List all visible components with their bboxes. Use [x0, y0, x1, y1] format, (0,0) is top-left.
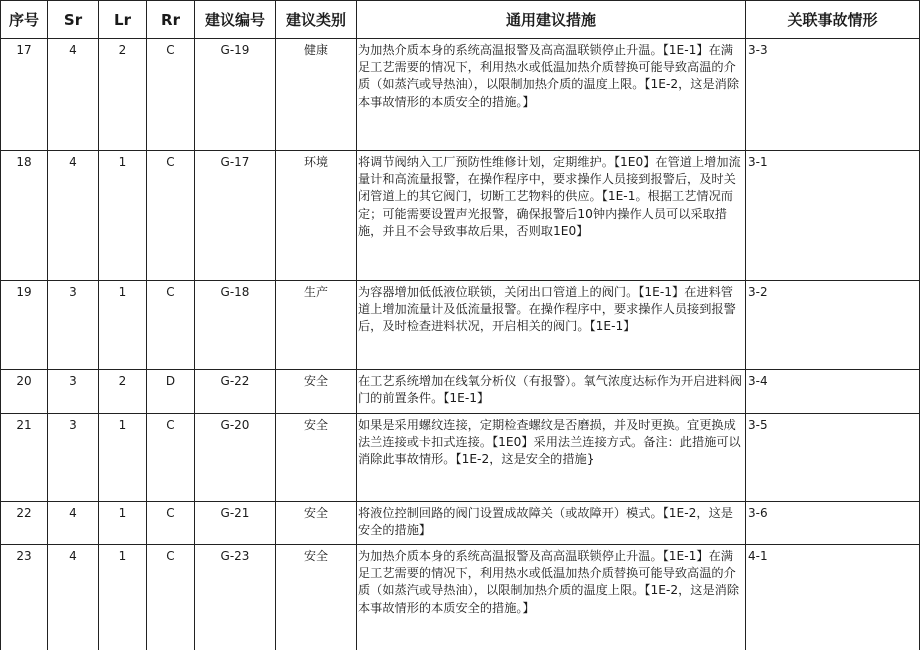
- header-measure: 通用建议措施: [357, 1, 746, 39]
- cell-scenario: 3-4: [746, 370, 920, 414]
- cell-no: 20: [1, 370, 48, 414]
- table-row: [1, 370, 920, 414]
- cell-measure: 将调节阀纳入工厂预防性维修计划，定期维护。【1E0】在管道上增加流量计和高流量报警，在操作程序中，要求操作人员接到报警后，及时关闭管道上的其它阀门，切断工艺物料的供应。【1E-1。根据工艺情况而定；可能需要设置声光报警，确保报警后10钟内操作人员可以采取措施，并且不会导致事故后果，否则取1E0】: [357, 151, 746, 281]
- cell-scenario: 3-6: [746, 502, 920, 545]
- cell-rr: D: [147, 370, 195, 414]
- cell-code: G-21: [195, 502, 276, 545]
- cell-lr: 1: [99, 414, 147, 502]
- cell-no: 21: [1, 414, 48, 502]
- cell-category: 安全: [276, 502, 357, 545]
- cell-code: G-17: [195, 151, 276, 281]
- cell-lr: 1: [99, 281, 147, 370]
- header-sr: Sr: [48, 1, 99, 39]
- cell-category: 安全: [276, 545, 357, 655]
- header-row: [1, 1, 920, 39]
- cell-no: 18: [1, 151, 48, 281]
- cell-category: 安全: [276, 414, 357, 502]
- cell-category: 健康: [276, 39, 357, 151]
- cell-rr: C: [147, 545, 195, 655]
- table-row: [1, 281, 920, 370]
- table-row: [1, 545, 920, 655]
- cell-category: 安全: [276, 370, 357, 414]
- cell-scenario: 3-5: [746, 414, 920, 502]
- cell-rr: C: [147, 502, 195, 545]
- cell-measure: 在工艺系统增加在线氧分析仪（有报警）。氧气浓度达标作为开启进料阀门的前置条件。【1E-1】: [357, 370, 746, 414]
- header-lr: Lr: [99, 1, 147, 39]
- cell-no: 22: [1, 502, 48, 545]
- cell-no: 23: [1, 545, 48, 655]
- cell-code: G-19: [195, 39, 276, 151]
- header-category: 建议类别: [276, 1, 357, 39]
- table-row: [1, 414, 920, 502]
- cell-scenario: 4-1: [746, 545, 920, 655]
- table-row: [1, 502, 920, 545]
- cell-measure: 为容器增加低低液位联锁，关闭出口管道上的阀门。【1E-1】在进料管道上增加流量计及低流量报警。在操作程序中，要求操作人员接到报警后，及时检查进料状况，开启相关的阀门。【1E-1】: [357, 281, 746, 370]
- cell-rr: C: [147, 414, 195, 502]
- cell-sr: 3: [48, 414, 99, 502]
- cell-code: G-20: [195, 414, 276, 502]
- cell-lr: 1: [99, 545, 147, 655]
- cell-rr: C: [147, 39, 195, 151]
- cell-rr: C: [147, 151, 195, 281]
- cell-lr: 2: [99, 39, 147, 151]
- cell-lr: 2: [99, 370, 147, 414]
- cell-sr: 4: [48, 151, 99, 281]
- cell-scenario: 3-1: [746, 151, 920, 281]
- header-no: 序号: [1, 1, 48, 39]
- cell-code: G-23: [195, 545, 276, 655]
- cell-scenario: 3-3: [746, 39, 920, 151]
- cell-measure: 为加热介质本身的系统高温报警及高高温联锁停止升温。【1E-1】在满足工艺需要的情况下，利用热水或低温加热介质替换可能导致高温的介质（如蒸汽或导热油），以限制加热介质的温度上限。【1E-2，这是消除本事故情形的本质安全的措施。】: [357, 545, 746, 655]
- cell-measure: 为加热介质本身的系统高温报警及高高温联锁停止升温。【1E-1】在满足工艺需要的情况下，利用热水或低温加热介质替换可能导致高温的介质（如蒸汽或导热油），以限制加热介质的温度上限。【1E-2，这是消除本事故情形的本质安全的措施。】: [357, 39, 746, 151]
- header-scenario: 关联事故情形: [746, 1, 920, 39]
- cell-scenario: 3-2: [746, 281, 920, 370]
- header-rr: Rr: [147, 1, 195, 39]
- cell-measure: 将液位控制回路的阀门设置成故障关（或故障开）模式。【1E-2，这是安全的措施】: [357, 502, 746, 545]
- cell-lr: 1: [99, 502, 147, 545]
- cell-sr: 3: [48, 370, 99, 414]
- cell-sr: 4: [48, 545, 99, 655]
- cell-rr: C: [147, 281, 195, 370]
- page-bottom-edge: [0, 650, 923, 658]
- table-row: [1, 39, 920, 151]
- cell-sr: 3: [48, 281, 99, 370]
- cell-sr: 4: [48, 502, 99, 545]
- cell-code: G-18: [195, 281, 276, 370]
- cell-no: 19: [1, 281, 48, 370]
- cell-category: 环境: [276, 151, 357, 281]
- cell-measure: 如果是采用螺纹连接，定期检查螺纹是否磨损，并及时更换。宜更换成法兰连接或卡扣式连接。【1E0】采用法兰连接方式。备注：此措施可以消除此事故情形。【1E-2，这是安全的措施}: [357, 414, 746, 502]
- cell-category: 生产: [276, 281, 357, 370]
- cell-code: G-22: [195, 370, 276, 414]
- cell-lr: 1: [99, 151, 147, 281]
- table-row: [1, 151, 920, 281]
- cell-no: 17: [1, 39, 48, 151]
- header-code: 建议编号: [195, 1, 276, 39]
- cell-sr: 4: [48, 39, 99, 151]
